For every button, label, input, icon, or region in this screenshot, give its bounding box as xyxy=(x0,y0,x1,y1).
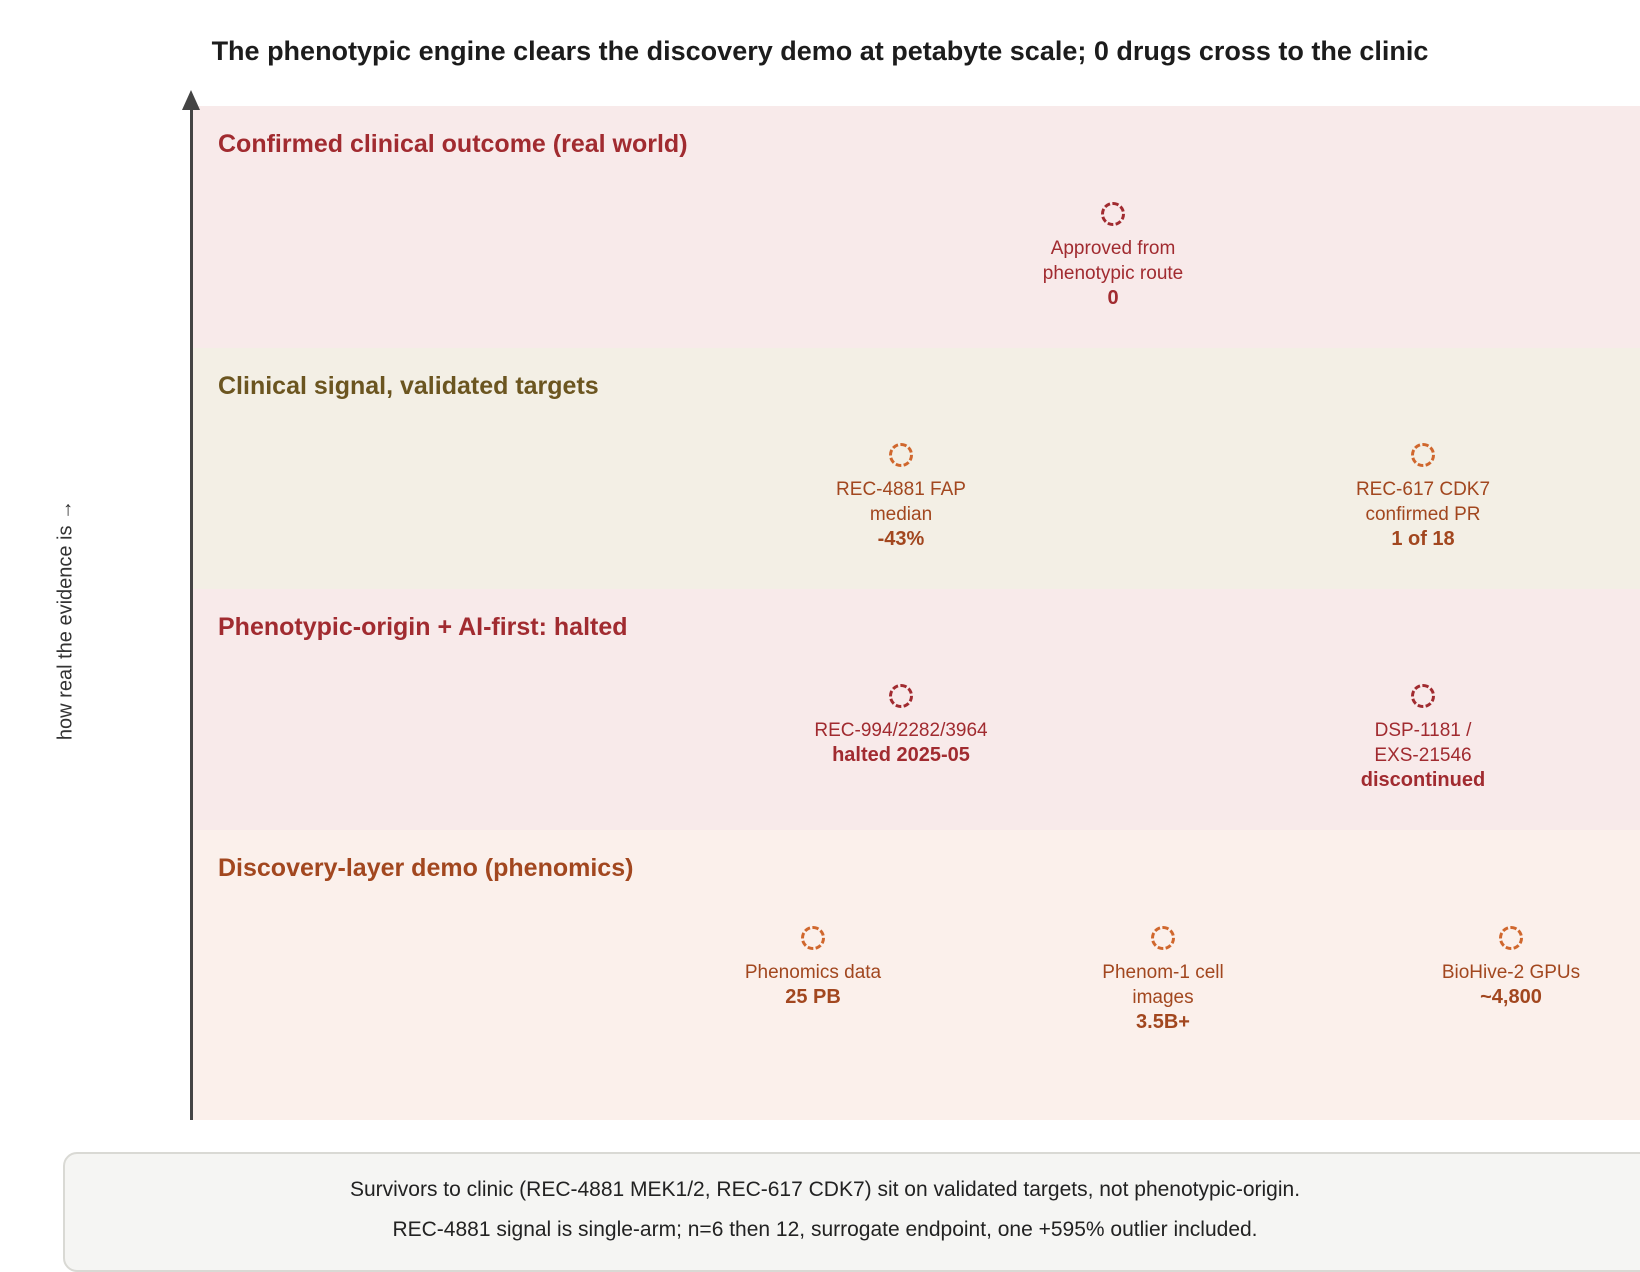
footnote-line: REC-4881 signal is single-arm; n=6 then 12, surrogate endpoint, one +595% outlier included. xyxy=(392,1218,1258,1241)
node-value: 0 xyxy=(1107,287,1119,309)
node-approved-phenotypic xyxy=(1003,202,1223,311)
band-clinical-signal xyxy=(193,348,1640,589)
footnote-line: Survivors to clinic (REC-4881 MEK1/2, REC-617 CDK7) sit on validated targets, not phenotypic-origin. xyxy=(349,1178,1301,1201)
band-title: Confirmed clinical outcome (real world) xyxy=(218,130,688,158)
node-label: median xyxy=(869,504,933,525)
dashed-ring-icon xyxy=(889,684,913,708)
node-label: REC-617 CDK7 xyxy=(1355,479,1491,500)
node-label: Approved from xyxy=(1050,238,1176,259)
node-label: BioHive-2 GPUs xyxy=(1441,962,1581,983)
y-axis-line xyxy=(190,100,193,1120)
node-phenom-1 xyxy=(1053,926,1273,1035)
band-clinical-outcome xyxy=(193,106,1640,348)
node-label: REC-4881 FAP xyxy=(836,479,966,500)
node-phenomics-data xyxy=(703,926,923,1010)
node-value: discontinued xyxy=(1360,769,1486,791)
dashed-ring-icon xyxy=(1411,443,1435,467)
node-biohive-2 xyxy=(1401,926,1621,1010)
y-axis-arrow-icon xyxy=(182,90,200,110)
dashed-ring-icon xyxy=(1411,684,1435,708)
node-rec-617 xyxy=(1313,443,1533,552)
band-title: Discovery-layer demo (phenomics) xyxy=(218,854,634,882)
node-label: Phenomics data xyxy=(744,962,882,983)
dashed-ring-icon xyxy=(1151,926,1175,950)
node-value: 3.5B+ xyxy=(1136,1011,1190,1033)
footnote-box xyxy=(63,1152,1640,1272)
band-halted xyxy=(193,589,1640,830)
band-discovery-demo xyxy=(193,830,1640,1120)
node-value: halted 2025-05 xyxy=(832,744,970,766)
band-title: Clinical signal, validated targets xyxy=(218,372,599,400)
chart-title: The phenotypic engine clears the discovery demo at petabyte scale; 0 drugs cross to the clinic xyxy=(211,36,1429,66)
dashed-ring-icon xyxy=(801,926,825,950)
node-label: DSP-1181 / xyxy=(1374,720,1472,741)
node-rec-4881 xyxy=(791,443,1011,552)
dashed-ring-icon xyxy=(889,443,913,467)
band-title: Phenotypic-origin + AI-first: halted xyxy=(218,613,628,641)
node-value: -43% xyxy=(877,528,925,550)
node-label: Phenom-1 cell xyxy=(1102,962,1224,983)
node-label: EXS-21546 xyxy=(1374,745,1472,766)
dashed-ring-icon xyxy=(1499,926,1523,950)
node-value: 25 PB xyxy=(785,986,841,1008)
node-label: confirmed PR xyxy=(1365,504,1481,525)
node-value: ~4,800 xyxy=(1480,986,1542,1008)
node-rec-994 xyxy=(791,684,1011,768)
node-label: REC-994/2282/3964 xyxy=(814,720,988,741)
y-axis-label: how real the evidence is → xyxy=(54,499,77,741)
node-dsp-1181 xyxy=(1313,684,1533,793)
node-label: images xyxy=(1132,987,1194,1008)
node-label: phenotypic route xyxy=(1042,263,1184,284)
dashed-ring-icon xyxy=(1101,202,1125,226)
node-value: 1 of 18 xyxy=(1391,528,1455,550)
